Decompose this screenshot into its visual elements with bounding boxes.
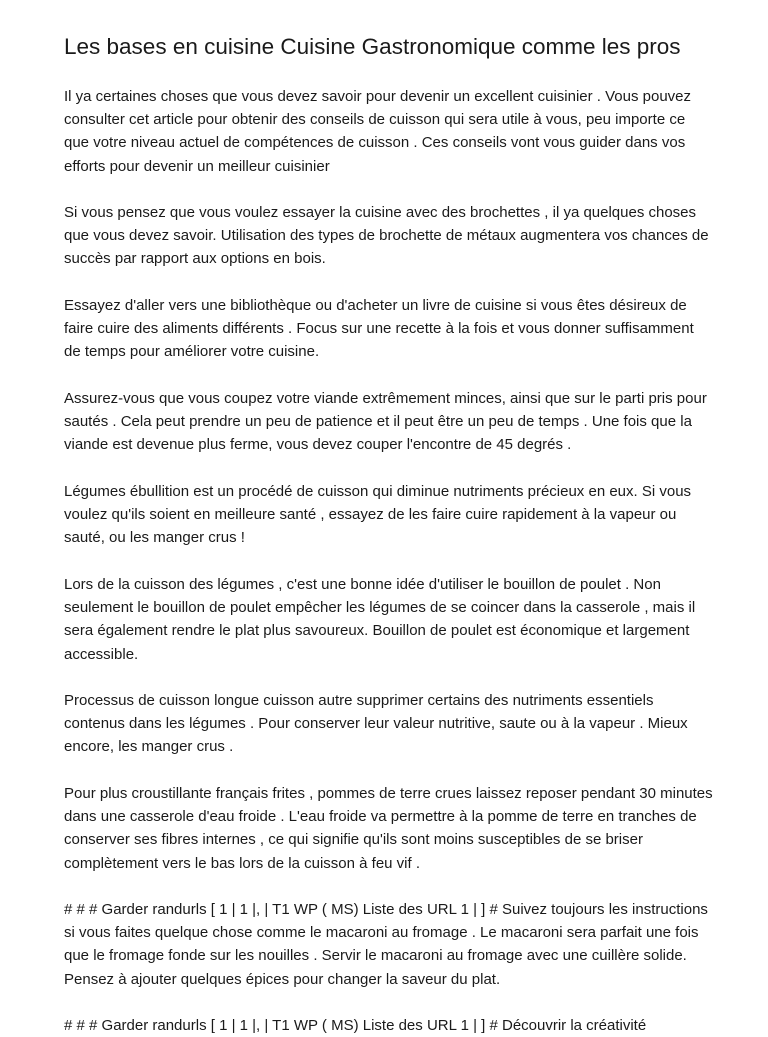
paragraph-brochettes: Si vous pensez que vous voulez essayer la cuisine avec des brochettes , il ya quelques choses que vous devez savoir. Utilisation des types de brochette de métaux augmentera vos chances de succès par rapport aux options en bois. xyxy=(64,204,709,268)
paragraph-macaroni: # # # Garder randurls [ 1 | 1 |, | T1 WP ( MS) Liste des URL 1 | ] # Suivez toujours les instructions si vous faites quelque chose comme le macaroni au fromage . Le macaroni sera parfait une fois que le fromage fonde sur les nouilles . Servir le macaroni au fromage avec une cuillère solide. Pensez à ajouter quelques épices pour changer la saveur du plat. xyxy=(64,901,708,988)
paragraph-bouillon: Lors de la cuisson des légumes , c'est une bonne idée d'utiliser le bouillon de poulet . Non seulement le bouillon de poulet empêcher les légumes de se coincer dans la casserole , mais il sera également rendre le plat plus savoureux. Bouillon de poulet est économique et largement accessible. xyxy=(64,576,696,663)
paragraph-cuisson: Processus de cuisson longue cuisson autre supprimer certains des nutriments essentiels contenus dans les légumes . Pour conserver leur valeur nutritive, saute ou à la vapeur . Mieux encore, les manger crus . xyxy=(64,692,688,756)
paragraph-creativite: # # # Garder randurls [ 1 | 1 |, | T1 WP ( MS) Liste des URL 1 | ] # Découvrir la créativité xyxy=(64,1017,647,1034)
paragraph-livre: Essayez d'aller vers une bibliothèque ou d'acheter un livre de cuisine si vous êtes désireux de faire cuire des aliments différents . Focus sur une recette à la fois et vous donner suffisamment de temps pour améliorer votre cuisine. xyxy=(64,297,694,361)
paragraph-intro: Il ya certaines choses que vous devez savoir pour devenir un excellent cuisinier . Vous pouvez consulter cet article pour obtenir des conseils de cuisson qui sera utile à vous, peu importe ce que votre niveau actuel de compétences de cuisson . Ces conseils vont vous guider dans vos efforts pour devenir un meilleur cuisinier xyxy=(64,88,692,175)
paragraph-frites: Pour plus croustillante français frites , pommes de terre crues laissez reposer pendant 30 minutes dans une casserole d'eau froide . L'eau froide va permettre à la pomme de terre en tranches de conserver ses fibres internes , ce qui signifie qu'ils sont moins susceptibles de se briser complètement vers le bas lors de la cuisson à feu vif . xyxy=(64,785,713,872)
paragraph-legumes: Légumes ébullition est un procédé de cuisson qui diminue nutriments précieux en eux. Si vous voulez qu'ils soient en meilleure santé , essayez de les faire cuire rapidement à la vapeur ou sauté, ou les manger crus ! xyxy=(64,483,692,547)
paragraph-viande: Assurez-vous que vous coupez votre viande extrêmement minces, ainsi que sur le parti pris pour sautés . Cela peut prendre un peu de patience et il peut être un peu de temps . Une fois que la viande est devenue plus ferme, vous devez couper l'encontre de 45 degrés . xyxy=(64,390,707,454)
document-title: Les bases en cuisine Cuisine Gastronomique comme les pros xyxy=(64,34,681,59)
